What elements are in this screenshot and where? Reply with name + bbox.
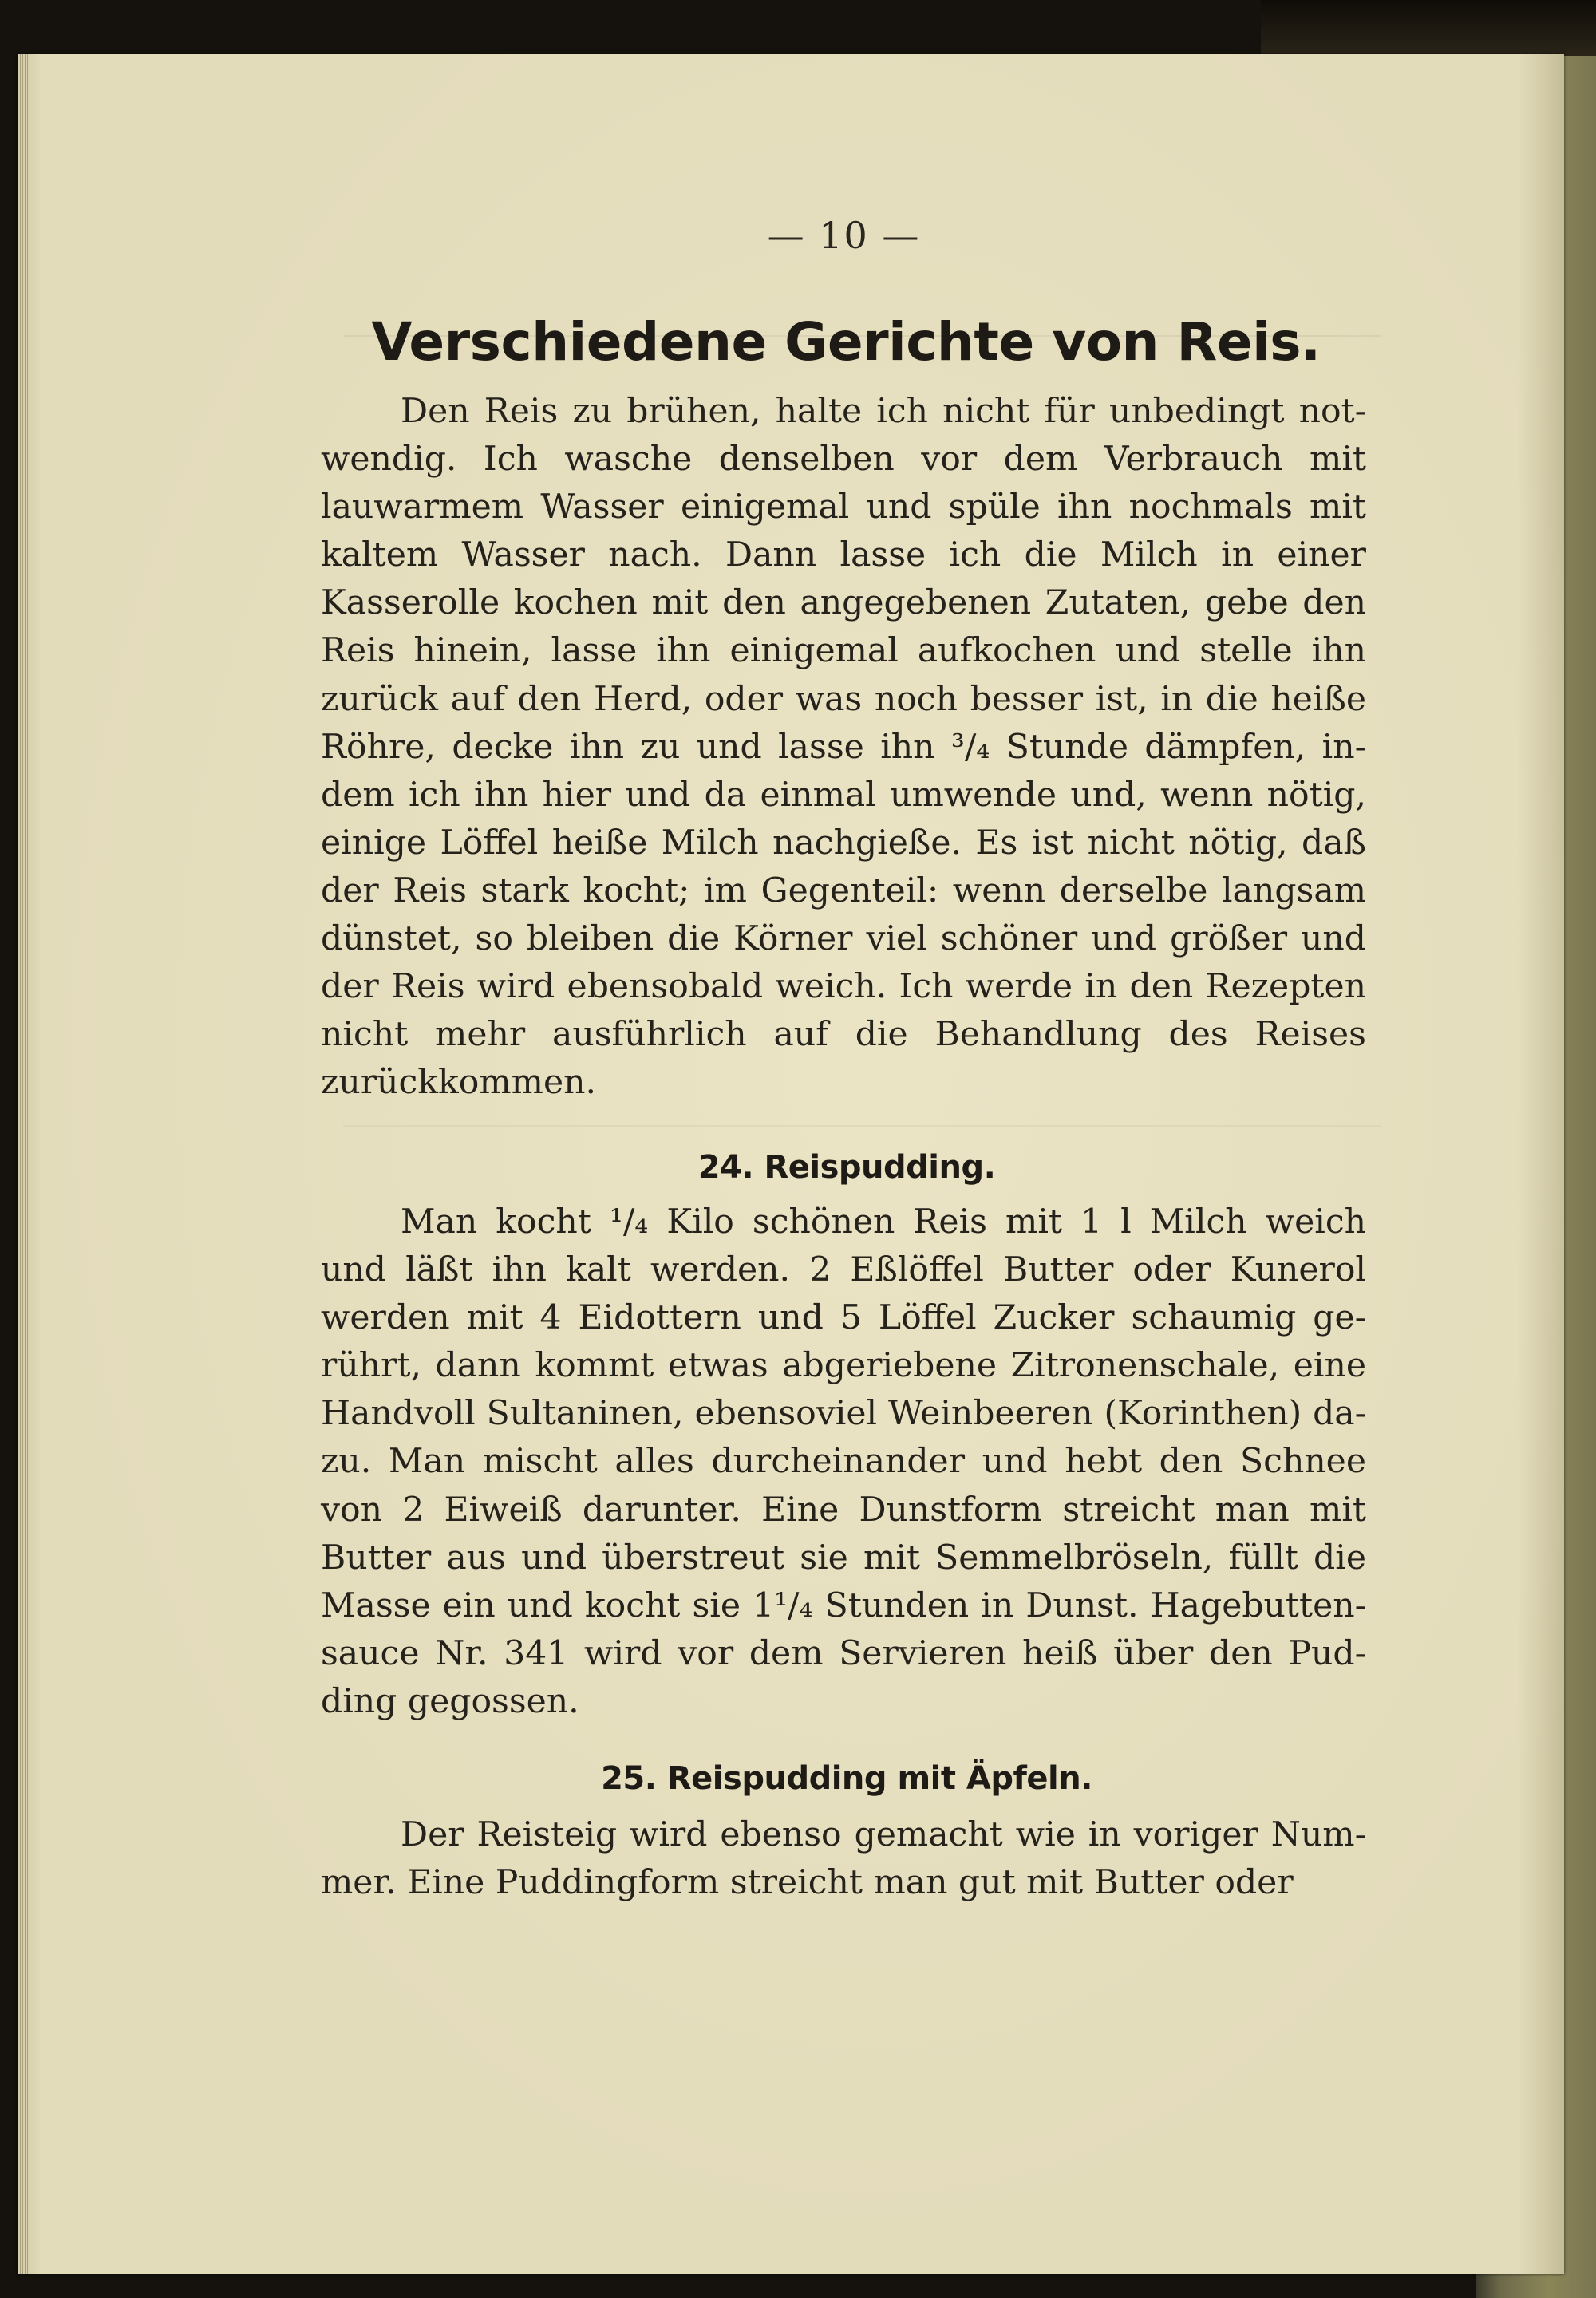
book-cover-top-shadow — [1261, 0, 1596, 56]
page-number: — 10 — — [767, 214, 921, 257]
recipe-text-24: Man kocht ¹/₄ Kilo schönen Reis mit 1 l Milch weich und läßt ihn kalt werden. 2 Eßlöffel Butter oder Kunerol werden mit 4 Eidottern und 5 Löffel Zucker schaumig gerührt, dann kommt etwas abgeriebene Zitronenschale, eine Handvoll Sultaninen, ebensoviel Weinbeeren (Korinthen) dazu. Man mischt alles durcheinander und hebt den Schnee von 2 Eiweiß darunter. Eine Dunstform streicht man mit Butter aus und überstreut sie mit Semmelbröseln, füllt die Masse ein und kocht sie 1¹/₄ Stunden in Dunst. Hagebuttensauce Nr. 341 wird vor dem Servieren heiß über den Pudding gegossen. — [321, 1202, 1366, 1721]
intro-paragraph: Den Reis zu brühen, halte ich nicht für unbedingt notwendig. Ich wasche denselben vor dem Verbrauch mit lauwarmem Wasser einigemal und spüle ihn nochmals mit kaltem Wasser nach. Dann lasse ich die Milch in einer Kasserolle kochen mit den angegebenen Zutaten, gebe den Reis hinein, lasse ihn einigemal aufkochen und stelle ihn zurück auf den Herd, oder was noch besser ist, in die heiße Röhre, decke ihn zu und lasse ihn ³/₄ Stunde dämpfen, indem ich ihn hier und da einmal umwende und, wenn nötig, einige Löffel heiße Milch nachgieße. Es ist nicht nötig, daß der Reis stark kocht; im Gegenteil: wenn derselbe langsam dünstet, so bleiben die Körner viel schöner und größer und der Reis wird ebensobald weich. Ich werde in den Rezepten nicht mehr ausführlich auf die Behandlung des Reises zurückkommen. — [321, 392, 1366, 1103]
recipe-heading-24: 24. Reispudding. — [697, 1149, 996, 1186]
chapter-title: Verschiedene Gerichte von Reis. — [371, 311, 1321, 373]
recipe-heading-25: 25. Reispudding mit Äpfeln. — [601, 1760, 1092, 1797]
recipe-text-25: Der Reisteig wird ebenso gemacht wie in voriger Nummer. Eine Puddingform streicht man gut mit Butter oder — [321, 1815, 1366, 1903]
